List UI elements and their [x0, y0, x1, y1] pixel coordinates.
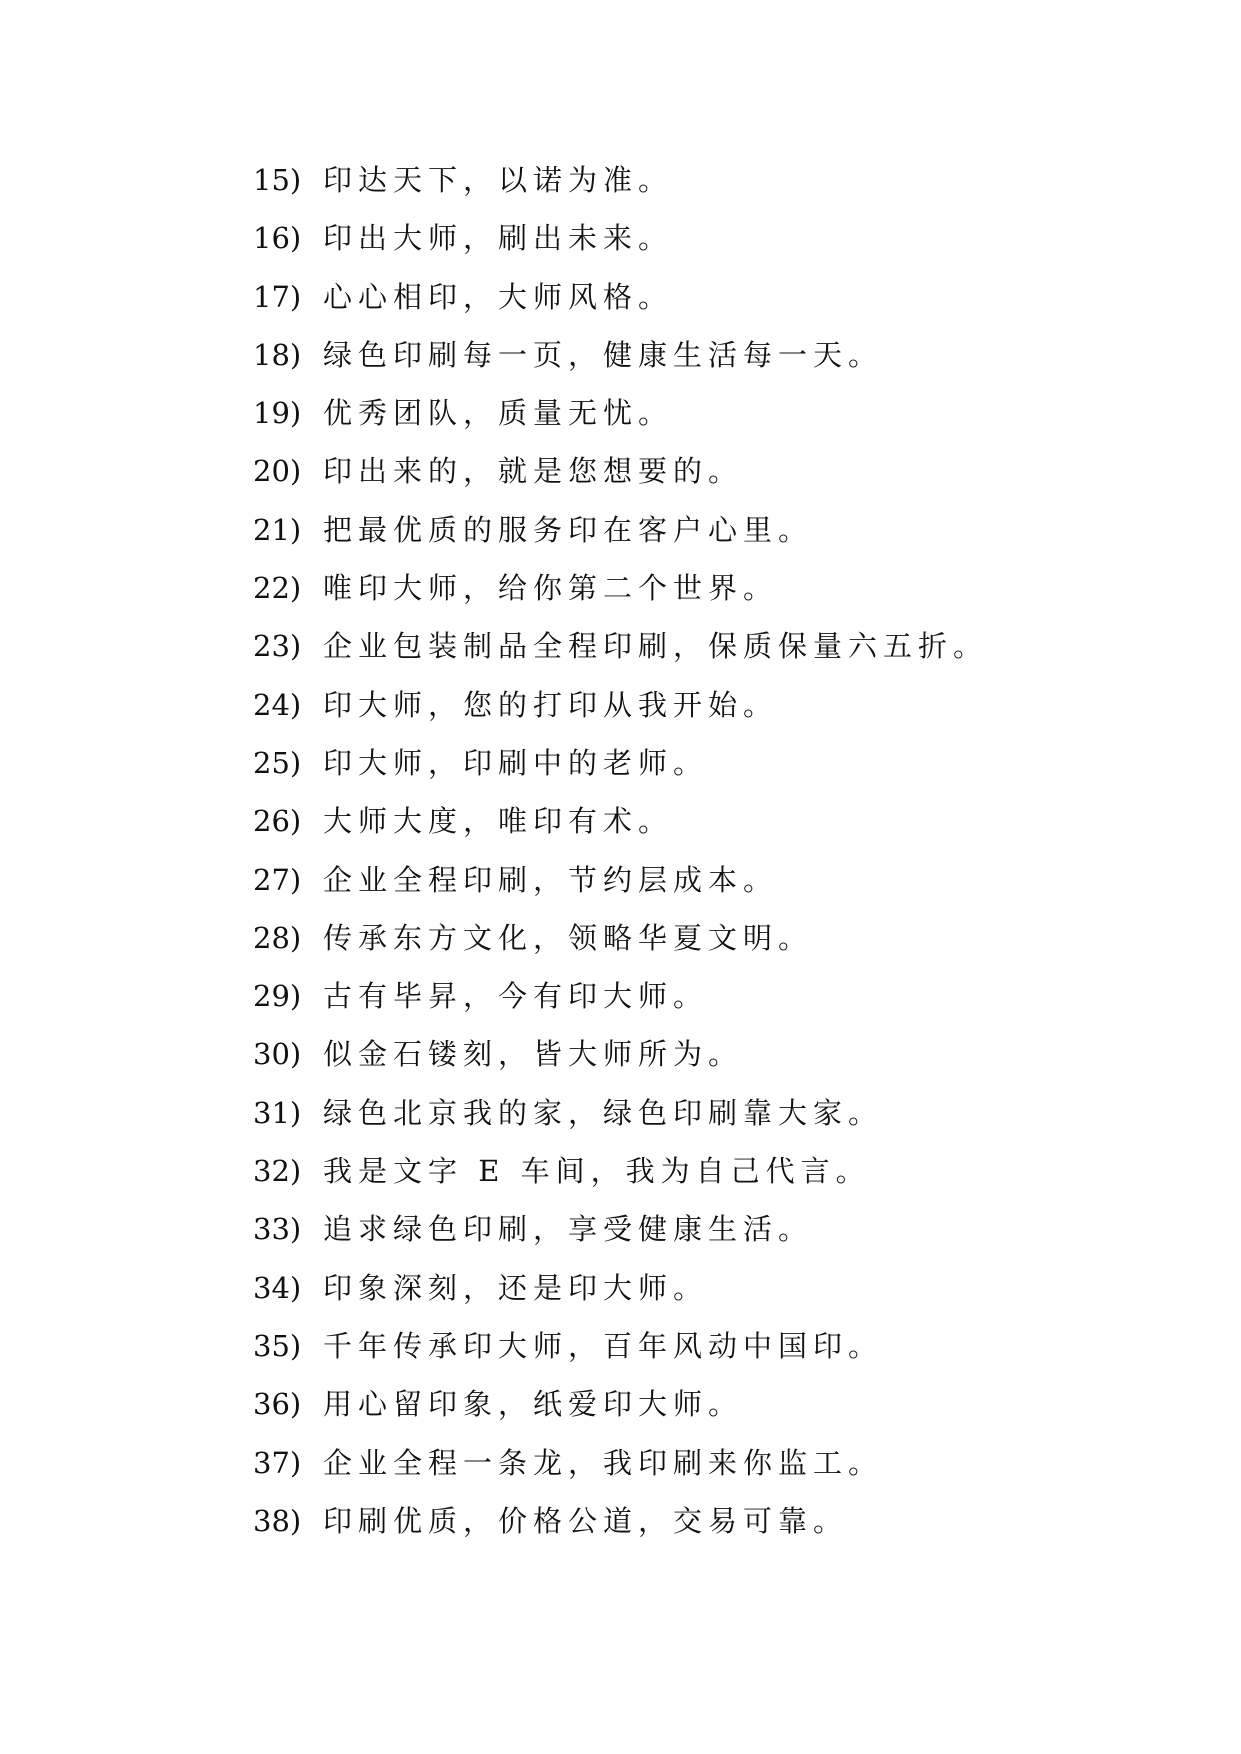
slogan-number: 36) — [253, 1387, 302, 1422]
slogan-text: 千年传承印大师，百年风动中国印。 — [323, 1328, 884, 1363]
slogan-text: 我是文字 E 车间，我为自己代言。 — [323, 1154, 871, 1189]
slogan-text: 绿色印刷每一页，健康生活每一天。 — [323, 337, 884, 372]
slogan-number: 16) — [253, 221, 302, 256]
slogan-text: 把最优质的服务印在客户心里。 — [323, 512, 814, 547]
slogan-text: 印达天下，以诺为准。 — [323, 163, 674, 197]
slogan-item — [253, 1209, 988, 1267]
slogan-item — [253, 568, 988, 626]
slogan-item — [253, 451, 988, 509]
slogan-text: 企业全程一条龙，我印刷来你监工。 — [323, 1445, 884, 1480]
slogan-number: 18) — [253, 337, 302, 372]
slogan-number: 33) — [253, 1212, 302, 1247]
slogan-item — [253, 1034, 988, 1092]
slogan-number: 29) — [253, 979, 302, 1014]
slogan-item — [253, 976, 988, 1034]
slogan-item — [253, 218, 988, 276]
slogan-text: 绿色北京我的家，绿色印刷靠大家。 — [323, 1095, 884, 1130]
slogan-number: 26) — [253, 804, 302, 839]
slogan-text: 印大师，您的打印从我开始。 — [323, 687, 779, 722]
slogan-item — [253, 918, 988, 976]
slogan-item — [253, 335, 988, 393]
slogan-text: 心心相印，大师风格。 — [323, 279, 674, 314]
slogan-number: 38) — [253, 1503, 302, 1538]
slogan-text: 大师大度，唯印有术。 — [323, 804, 674, 839]
slogan-item — [253, 1326, 988, 1384]
slogan-number: 34) — [253, 1270, 302, 1305]
slogan-item — [253, 393, 988, 451]
slogan-number: 37) — [253, 1445, 302, 1480]
slogan-number: 23) — [253, 629, 302, 664]
slogan-item — [253, 1501, 988, 1559]
slogan-text: 印象深刻，还是印大师。 — [323, 1270, 709, 1305]
slogan-number: 28) — [253, 920, 302, 955]
slogan-text: 似金石镂刻，皆大师所为。 — [323, 1037, 744, 1072]
slogan-text: 追求绿色印刷，享受健康生活。 — [323, 1212, 814, 1247]
slogan-item — [253, 1268, 988, 1326]
slogan-number: 25) — [253, 745, 302, 780]
slogan-item — [253, 626, 988, 684]
slogan-number: 30) — [253, 1037, 302, 1072]
slogan-number: 24) — [253, 687, 302, 722]
slogan-text: 企业包装制品全程印刷，保质保量六五折。 — [323, 629, 989, 664]
slogan-number: 31) — [253, 1095, 302, 1130]
slogan-text: 印出大师，刷出未来。 — [323, 221, 674, 256]
slogan-number: 19) — [253, 396, 302, 431]
slogan-text: 印出来的，就是您想要的。 — [323, 454, 744, 489]
slogan-number: 32) — [253, 1154, 302, 1189]
slogan-item — [253, 1151, 988, 1209]
slogan-item — [253, 510, 988, 568]
slogan-item — [253, 860, 988, 918]
slogan-text: 企业全程印刷，节约层成本。 — [323, 862, 779, 897]
slogan-text: 传承东方文化，领略华夏文明。 — [323, 920, 814, 955]
slogan-text: 印大师，印刷中的老师。 — [323, 745, 709, 780]
slogan-text: 用心留印象，纸爱印大师。 — [323, 1387, 744, 1422]
slogan-number: 27) — [253, 862, 302, 897]
slogan-number: 20) — [253, 454, 302, 489]
slogan-number: 21) — [253, 512, 302, 547]
slogan-item — [253, 743, 988, 801]
slogan-item — [253, 1093, 988, 1151]
slogan-item — [253, 277, 988, 335]
slogan-list — [253, 160, 988, 1559]
slogan-text: 唯印大师，给你第二个世界。 — [323, 571, 779, 606]
slogan-number: 17) — [253, 279, 302, 314]
slogan-number: 15) — [253, 163, 302, 197]
slogan-text: 优秀团队，质量无忧。 — [323, 396, 674, 431]
slogan-item — [253, 1384, 988, 1442]
slogan-item — [253, 1443, 988, 1501]
slogan-item — [253, 685, 988, 743]
slogan-number: 35) — [253, 1328, 302, 1363]
slogan-number: 22) — [253, 571, 302, 606]
slogan-text: 印刷优质，价格公道，交易可靠。 — [323, 1503, 849, 1538]
slogan-item — [253, 801, 988, 859]
slogan-item — [253, 160, 988, 218]
slogan-text: 古有毕昇，今有印大师。 — [323, 979, 709, 1014]
